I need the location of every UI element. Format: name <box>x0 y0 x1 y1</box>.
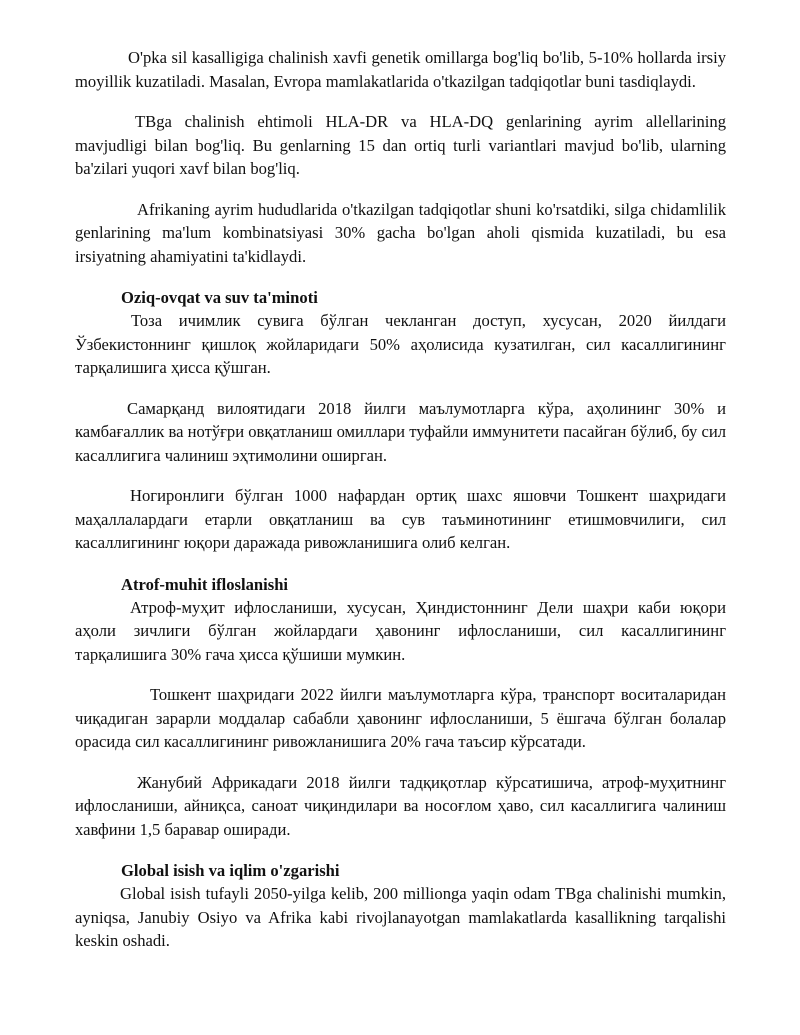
paragraph-global-warming: Global isish tufayli 2050-yilga kelib, 200 millionga yaqin odam TBga chalinishi mumkin, ayniqsa, Janubiy Osiyo va Afrika kabi rivojlanayotgan mamlakatlarda kasallikning tarqalishi keskin oshadi. <box>75 884 726 950</box>
paragraph-samarkand-poverty: Самарқанд вилоятидаги 2018 йилги маълумотларга кўра, аҳолининг 30% и камбағаллик ва нотўғри овқатланиш омиллари туфайли иммунитети пасайган бўлиб, бу сил касаллигига чалиниш эҳтимолини оширган. <box>75 398 726 465</box>
paragraph-tashkent-nutrition: Ногиронлиги бўлган 1000 нафардан ортиқ шахс яшовчи Тошкент шаҳридаги маҳаллалардаги етарли овқатланиш ва сув таъминотининг етишмовчилиги, сил касаллигининг юқори даражада ривожланишига олиб келган. <box>75 486 726 552</box>
section-heading-environment: Atrof-muhit ifloslanishi <box>121 574 289 594</box>
paragraph-genetic-risk: O'pka sil kasalligiga chalinish xavfi genetik omillarga bog'liq bo'lib, 5-10% hollarda irsiy moyillik kuzatiladi. Masalan, Evropa mamlakatlarida o'tkazilgan tadqiqotlar buni tasdiqlaydi. <box>75 48 726 91</box>
paragraph-clean-water: Тоза ичимлик сувига бўлган чекланган доступ, хусусан, 2020 йилдаги Ўзбекистоннинг қишлоқ жойларидаги 50% аҳолисида кузатилган, сил касаллигининг тарқалишига ҳисса қўшган. <box>75 311 726 377</box>
section-heading-climate: Global isish va iqlim o'zgarishi <box>121 861 340 880</box>
section-heading-food-water: Oziq-ovqat va suv ta'minoti <box>121 288 318 307</box>
paragraph-delhi-air: Атроф-муҳит ифлосланиши, хусусан, Ҳиндистоннинг Дели шаҳри каби юқори аҳоли зичлиги бўлган жойлардаги ҳавонинг ифлосланиши, сил касаллигининг тарқалишига 30% гача ҳисса қўшиши мумкин. <box>75 597 726 664</box>
paragraph-south-africa-pollution: Жанубий Африкадаги 2018 йилги тадқиқотлар кўрсатишича, атроф-муҳитнинг ифлосланиши, айниқса, саноат чиқиндилари ва носоғлом ҳаво, сил касаллигига чалиниш хавфини 1,5 баравар оширади. <box>75 772 726 839</box>
paragraph-tashkent-transport: Тошкент шаҳридаги 2022 йилги маълумотларга кўра, транспорт воситаларидан чиқадиган зарарли моддалар сабабли ҳавонинг ифлосланиши, 5 ёшгача бўлган болалар орасида сил касаллигининг ривожланишига 20% гача таъсир кўрсатади. <box>75 685 726 751</box>
paragraph-africa-studies: Afrikaning ayrim hududlarida o'tkazilgan tadqiqotlar shuni ko'rsatdiki, silga chidamlilik genlarining ma'lum kombinatsiyasi 30% gacha bo'lgan aholi qismida kuzatiladi, bu esa irsiyatning ahamiyatini ta'kidlaydi. <box>75 199 726 266</box>
paragraph-hla-genes: TBga chalinish ehtimoli HLA-DR va HLA-DQ genlarining ayrim allellarining mavjudligi bilan bog'liq. Bu genlarning 15 dan ortiq turli variantlari mavjud bo'lib, ularning ba'zilari yuqori xavf bilan bog'liq. <box>75 112 726 178</box>
